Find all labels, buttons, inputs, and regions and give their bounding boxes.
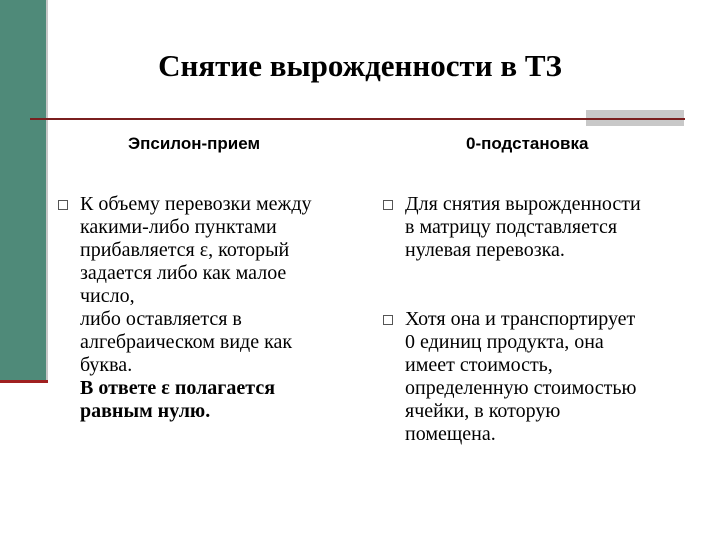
text-line: К объему перевозки между	[80, 193, 312, 215]
title-rule-accent	[586, 110, 684, 118]
side-bar-base-line	[0, 380, 48, 383]
text-line: нулевая перевозка.	[405, 239, 565, 261]
right-column-heading: 0-подстановка	[466, 134, 589, 153]
text-line: число,	[80, 285, 135, 307]
text-line: Хотя она и транспортирует	[405, 308, 636, 330]
title-rule-accent-lower	[586, 120, 684, 126]
text-line: алгебраическом виде как	[80, 331, 293, 353]
right-column-paragraph-1	[405, 193, 641, 262]
text-line: имеет стоимость,	[405, 354, 553, 376]
text-line: помещена.	[405, 423, 496, 445]
right-column-paragraph-2	[405, 308, 636, 446]
bold-text-line: В ответе ε полагается	[80, 377, 276, 399]
text-line: 0 единиц продукта, она	[405, 331, 604, 353]
text-line: Для снятия вырожденности	[405, 193, 641, 215]
text-line: задается либо как малое	[80, 262, 287, 284]
slide-title: Снятие вырожденности в ТЗ	[158, 48, 562, 83]
left-column-heading: Эпсилон-прием	[128, 134, 261, 153]
text-line: ячейки, в которую	[405, 400, 561, 422]
text-line: в матрицу подставляется	[405, 216, 618, 238]
bullet-icon	[58, 200, 68, 210]
bullet-icon	[383, 315, 393, 325]
text-line: буква.	[80, 354, 133, 376]
title-rule	[30, 118, 685, 120]
bullet-icon	[383, 200, 393, 210]
bold-text-line: равным нулю.	[80, 400, 211, 422]
text-line: прибавляется ε, который	[80, 239, 290, 261]
text-line: какими-либо пунктами	[80, 216, 277, 238]
text-line: определенную стоимостью	[405, 377, 637, 399]
text-line: либо оставляется в	[80, 308, 242, 330]
left-column-text	[80, 193, 312, 423]
